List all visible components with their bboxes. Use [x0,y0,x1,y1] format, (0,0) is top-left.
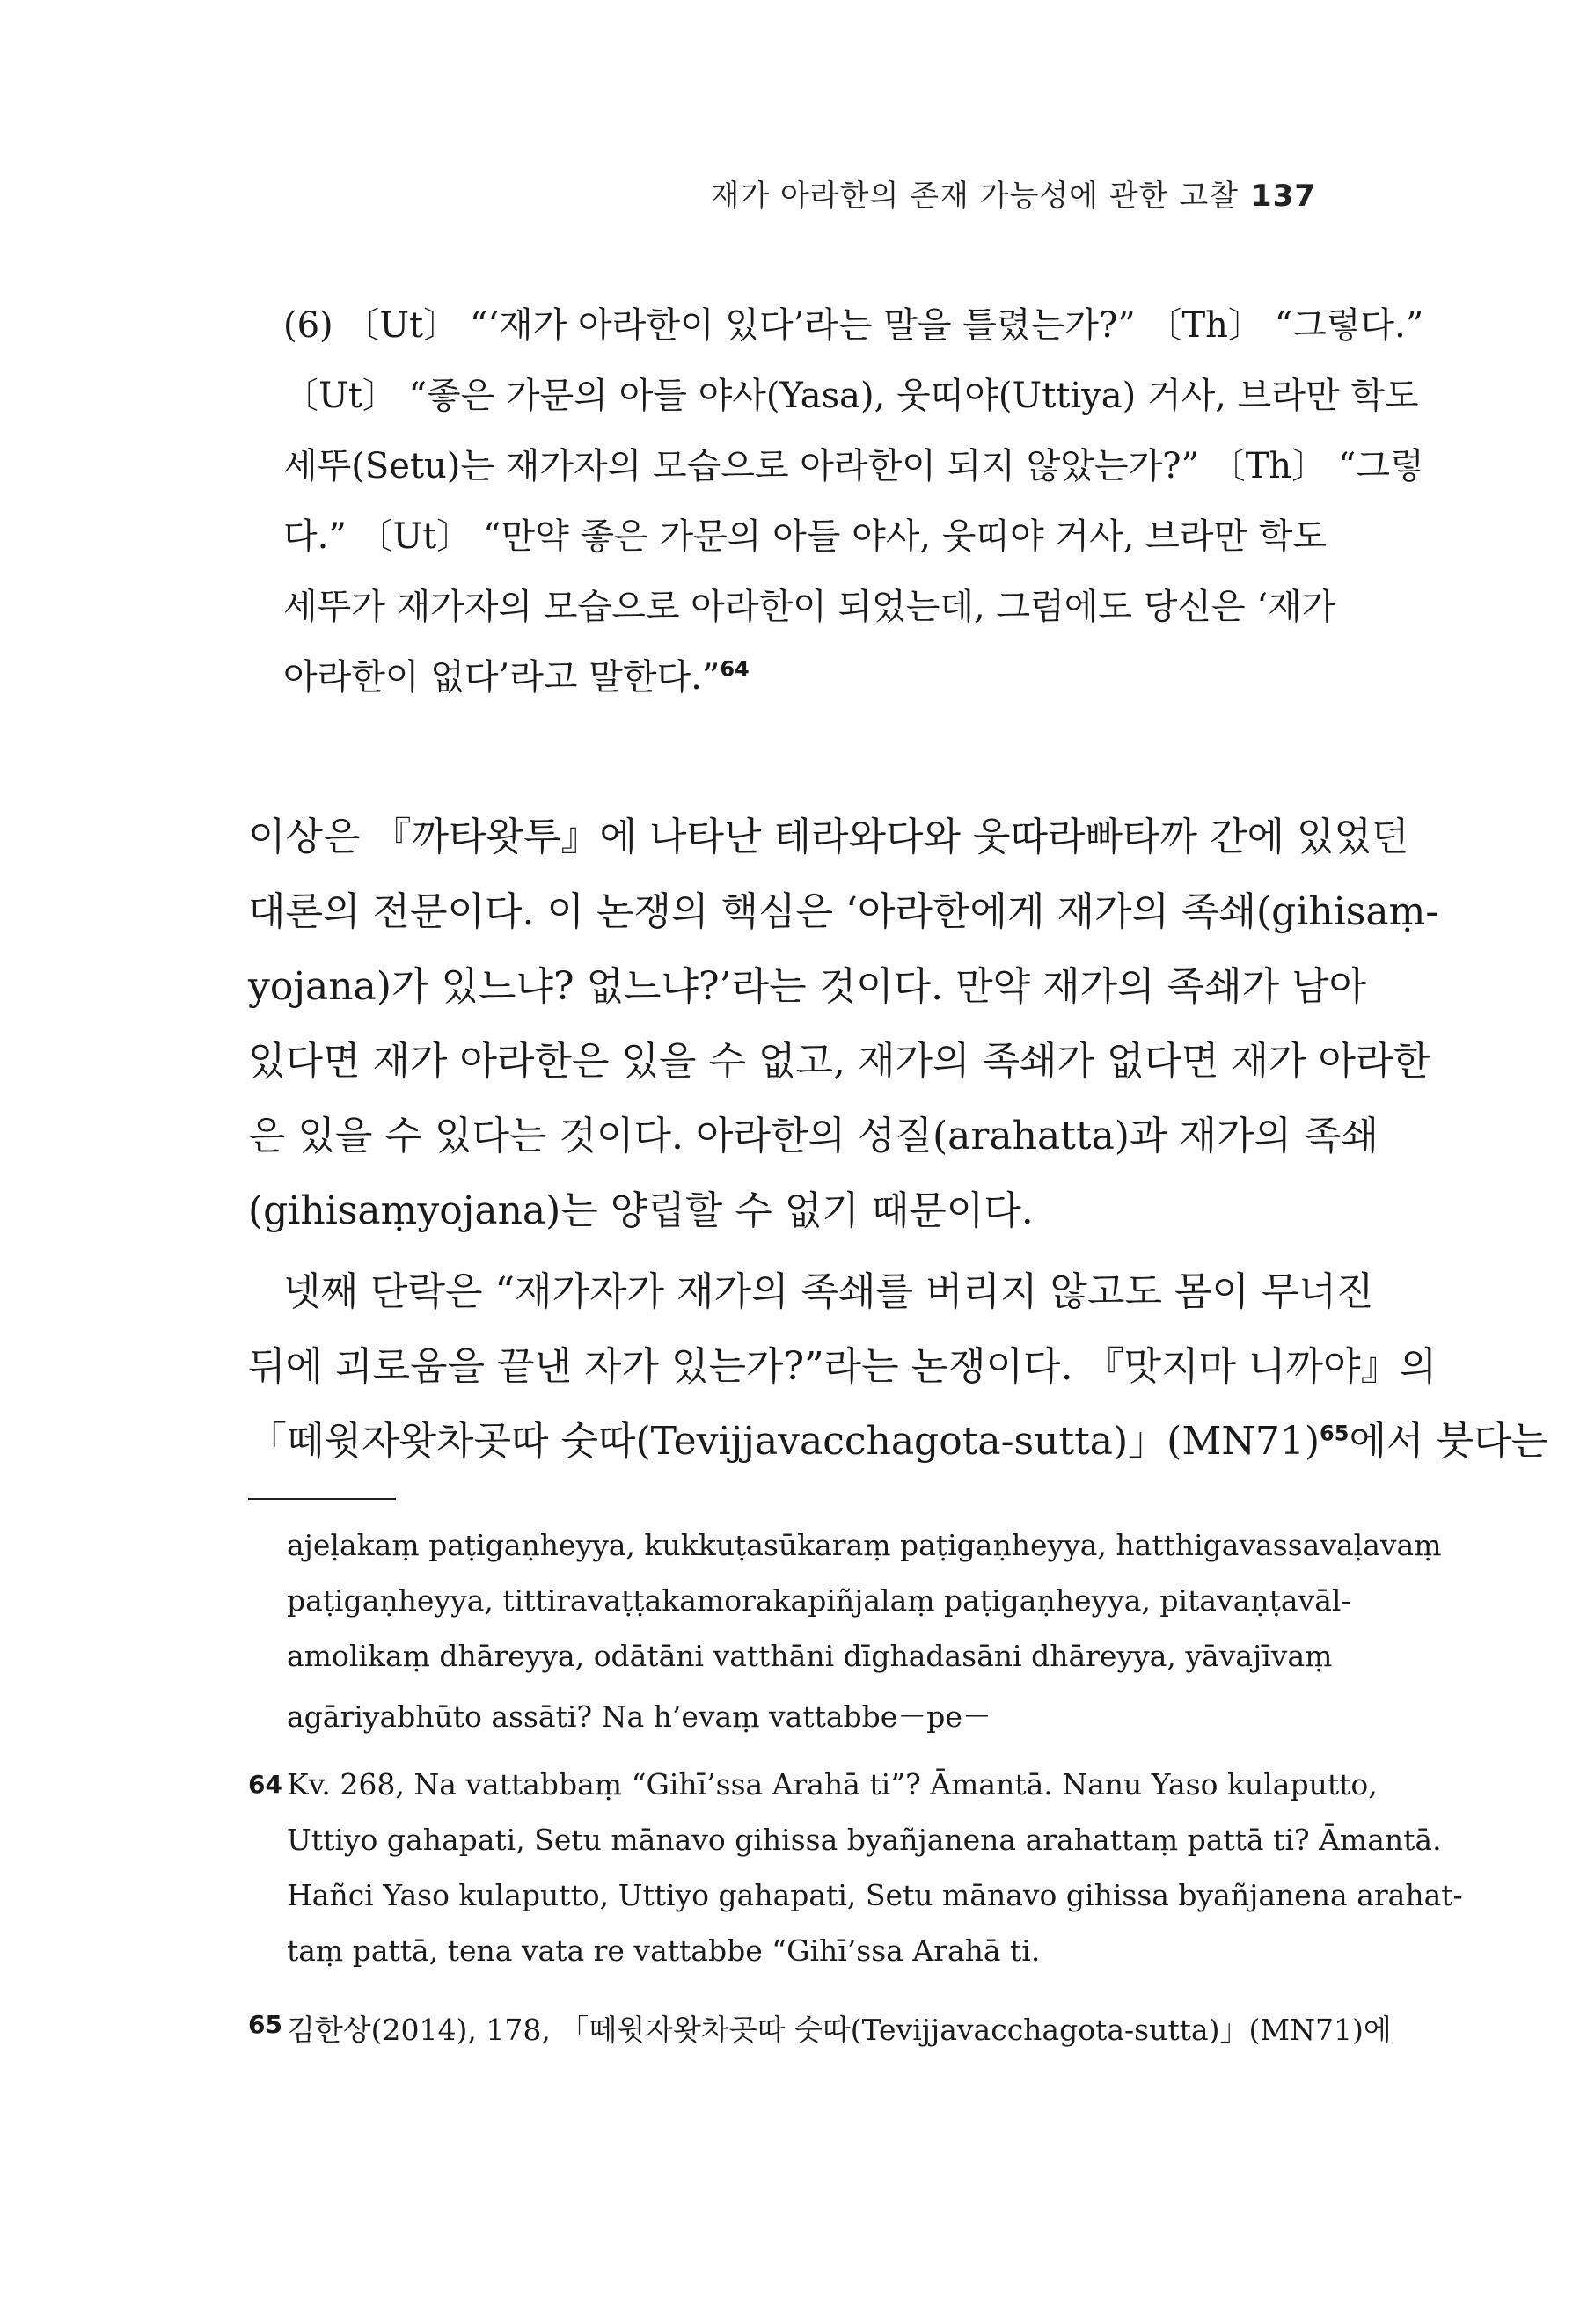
body-line: 있다면 재가 아라한은 있을 수 없고, 재가의 족쇄가 없다면 재가 아라한 [248,1039,1430,1084]
quote-line [283,649,1320,699]
body-line: 뒤에 괴로움을 끝낸 자가 있는가?”라는 논쟁이다. 『맛지마 니까야』의 [248,1344,1437,1389]
body-line [248,1409,1548,1465]
footnote-line: Kv. 268, Na vattabbaṃ “Gihī’ssa Arahā ti”? Āmantā. Nanu Yaso kulaputto, [287,1767,1378,1801]
footnote-line: taṃ pattā, tena vata re vattabbe “Gihī’ssa Arahā ti. [287,1933,1041,1968]
body-text-segment: 에서 붓다는 [1349,1419,1548,1464]
footnote-line: Uttiyo gahapati, Setu mānavo gihissa byañjanena arahattaṃ pattā ti? Āmantā. [287,1823,1442,1857]
body-line: 넷째 단락은 “재가자가 재가의 족쇄를 버리지 않고도 몸이 무너진 [283,1269,1374,1314]
footnote-number-65: 65 [248,2010,282,2039]
quote-line: 세뚜(Setu)는 재가자의 모습으로 아라한이 되지 않았는가?” 〔Th〕 “그렇 [283,446,1424,486]
quote-line: 〔Ut〕 “좋은 가문의 아들 야사(Yasa), 웃띠야(Uttiya) 거사, 브라만 학도 [283,376,1419,416]
footnote-ref-64: 64 [720,656,750,682]
body-line: 은 있을 수 있다는 것이다. 아라한의 성질(arahatta)과 재가의 족쇄 [248,1114,1379,1158]
footnote-number-64: 64 [248,1770,282,1799]
quote-text: 아라한이 없다’라고 말한다.” [283,657,721,698]
footnote-divider [248,1498,396,1500]
footnote-line: paṭigaṇheyya, tittiravaṭṭakamorakapiñjalaṃ paṭigaṇheyya, pitavaṇṭavāl- [287,1583,1351,1618]
quote-line: 다.” 〔Ut〕 “만약 좋은 가문의 아들 야사, 웃띠야 거사, 브라만 학도 [283,516,1328,557]
footnote-line: amolikaṃ dhāreyya, odātāni vatthāni dīghadasāni dhāreyya, yāvajīvaṃ [287,1639,1333,1673]
body-line: (gihisaṃyojana)는 양립할 수 없기 때문이다. [248,1188,1034,1233]
body-text-segment: 「떼윗자왓차곳따 숫따(Tevijjavacchagota-sutta)」(MN71) [248,1419,1320,1464]
footnote-line: 김한상(2014), 178, 「떼윗자왓차곳따 숫따(Tevijjavacchagota-sutta)」(MN71)에 [287,2013,1392,2047]
running-header [710,172,1316,215]
footnote-line: ajeḷakaṃ paṭigaṇheyya, kukkuṭasūkaraṃ paṭigaṇheyya, hatthigavassavaḷavaṃ [287,1528,1442,1562]
footnote-line: agāriyabhūto assāti? Na h’evaṃ vattabbe－pe－ [287,1699,991,1734]
footnote-line: Hañci Yaso kulaputto, Uttiyo gahapati, Setu mānavo gihissa byañjanena arahat- [287,1878,1463,1912]
body-line: 대론의 전문이다. 이 논쟁의 핵심은 ‘아라한에게 재가의 족쇄(gihisaṃ- [248,889,1439,934]
running-title: 재가 아라한의 존재 가능성에 관한 고찰 [710,179,1240,214]
quote-line: (6) 〔Ut〕 “‘재가 아라한이 있다’라는 말을 틀렸는가?” 〔Th〕 “그렇다.” [283,305,1424,346]
body-line: yojana)가 있느냐? 없느냐?’라는 것이다. 만약 재가의 족쇄가 남아 [248,964,1367,1009]
quote-line: 세뚜가 재가자의 모습으로 아라한이 되었는데, 그럼에도 당신은 ‘재가 [283,587,1336,627]
page-number: 137 [1251,179,1316,214]
footnote-ref-65: 65 [1320,1421,1350,1446]
body-line: 이상은 『까타왓투』에 나타난 테라와다와 웃따라빠타까 간에 있었던 [248,815,1409,859]
